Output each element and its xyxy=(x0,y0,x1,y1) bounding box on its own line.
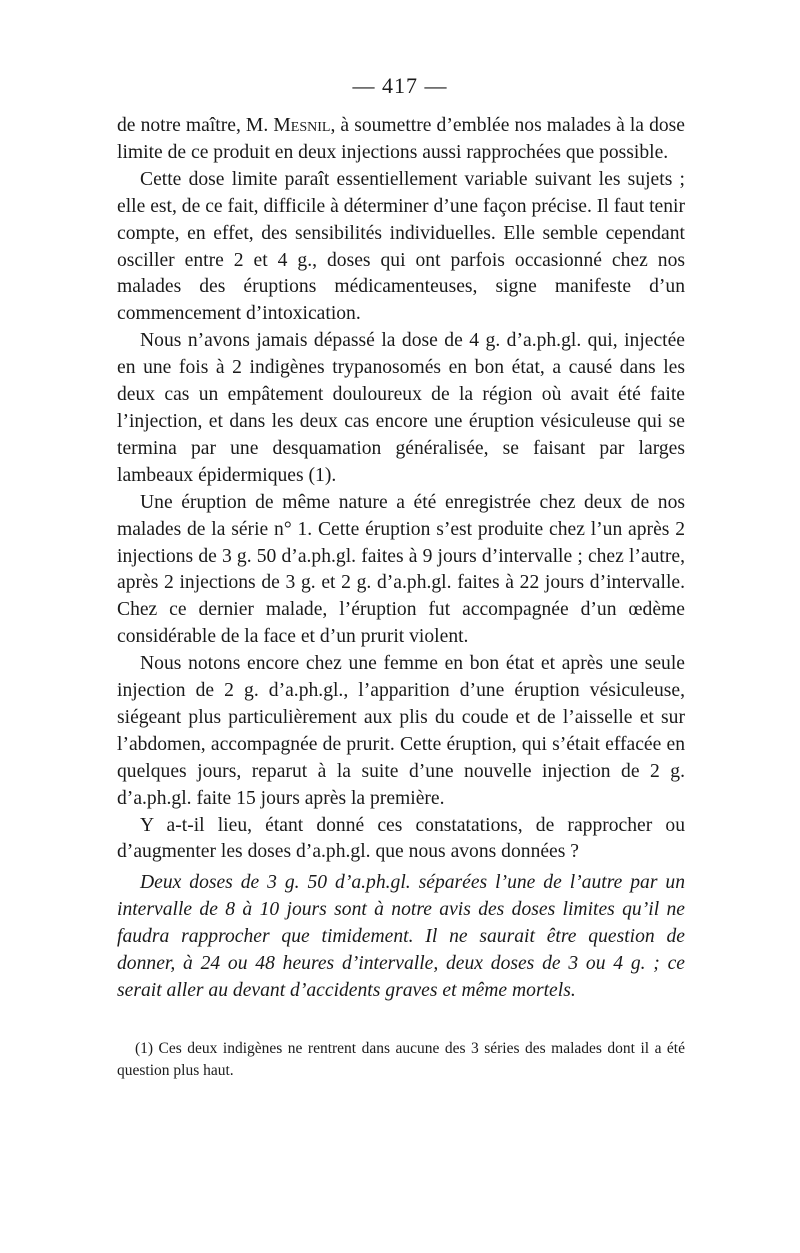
paragraph-1-start: de notre maître, M. xyxy=(117,115,274,136)
paragraph-2: Cette dose limite paraît essentiellement variable suivant les sujets ; elle est, de ce fait, difficile à déterminer d’une façon précise. Il faut tenir compte, en effet, des sensibilités individuelles. Elle semble cependant osciller entre 2 et 4 g., doses qui ont parfois occasionné chez nos malades des éruptions médicamenteuses, signe manifeste d’un commencement d’intoxication. xyxy=(117,168,685,325)
paragraph-1 xyxy=(117,113,685,167)
footnote: (1) Ces deux indigènes ne rentrent dans aucune des 3 séries des malades dont il a été question plus haut. xyxy=(117,1040,685,1079)
paragraph-6: Y a-t-il lieu, étant donné ces constatations, de rapprocher ou d’augmenter les doses d’a.ph.gl. que nous avons données ? xyxy=(117,814,685,863)
paragraph-4: Une éruption de même nature a été enregistrée chez deux de nos malades de la série n° 1. Cette éruption s’est produite chez l’un après 2 injections de 3 g. 50 d’a.ph.gl. faites à 9 jours d’intervalle ; chez l’autre, après 2 injections de 3 g. et 2 g. d’a.ph.gl. faites à 22 jours d’intervalle. Chez ce dernier malade, l’éruption fut accompagnée d’un œdème considérable de la face et d’un prurit violent. xyxy=(117,491,685,648)
paragraph-7-conclusion: Deux doses de 3 g. 50 d’a.ph.gl. séparées l’une de l’autre par un intervalle de 8 à 10 jours sont à notre avis des doses limites qu’il ne faudra rapprocher que timidement. Il ne saurait être question de donner, à 24 ou 48 heures d’intervalle, deux doses de 3 ou 4 g. ; ce serait aller au devant d’accidents graves et même mortels. xyxy=(117,872,685,1001)
paragraph-5: Nous notons encore chez une femme en bon état et après une seule injection de 2 g. d’a.ph.gl., l’apparition d’une éruption vésiculeuse, siégeant plus particulièrement aux plis du coude et de l’aisselle et sur l’abdomen, accompagnée de prurit. Cette éruption, qui s’était effacée en quelques jours, reparut à la suite d’une nouvelle injection de 2 g. d’a.ph.gl. faite 15 jours après la première. xyxy=(117,653,685,809)
paragraph-3: Nous n’avons jamais dépassé la dose de 4 g. d’a.ph.gl. qui, injectée en une fois à 2 indigènes trypanosomés en bon état, a causé dans les deux cas un empâtement douloureux de la région où avait été faite l’injection, et dans les deux cas encore une éruption vésiculeuse qui se termina par une desquamation généralisée, se faisant par larges lambeaux épidermiques (1). xyxy=(117,330,685,486)
body-text xyxy=(117,113,685,1005)
author-name: Mesnil xyxy=(273,115,331,136)
paragraph-1-rest: , à soumettre d’emblée nos malades à la dose limite de ce produit en deux injections aussi rapprochées que possible. xyxy=(117,115,685,163)
page-number: — 417 — xyxy=(352,73,448,98)
